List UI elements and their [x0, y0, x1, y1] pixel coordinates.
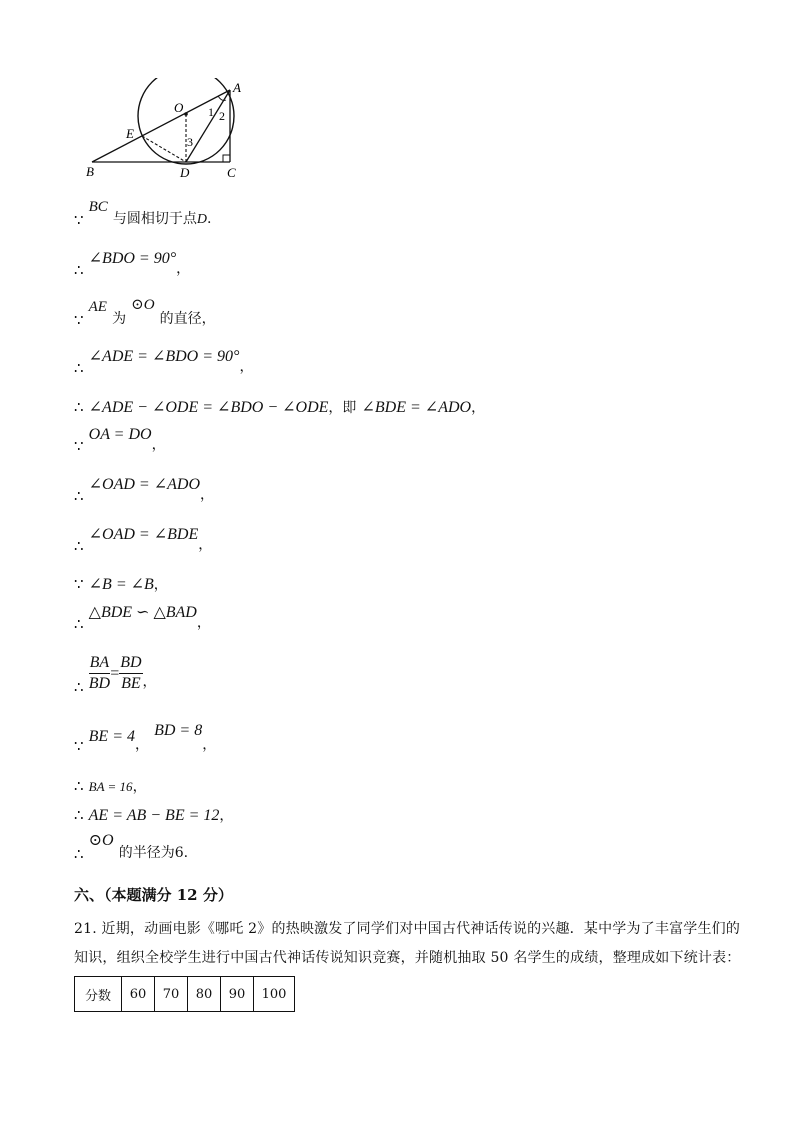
- label-d: D: [180, 165, 190, 180]
- line-ab: [92, 90, 230, 162]
- proof-step-3: [74, 297, 216, 329]
- step-1-text: 与圆相切于点: [112, 211, 197, 227]
- table-header-cell: 60: [122, 977, 155, 1012]
- proof-step-11: [74, 654, 157, 696]
- step-3-tail: 的直径，: [159, 311, 216, 327]
- equals-sign: =: [110, 665, 120, 682]
- label-o: O: [174, 100, 184, 115]
- step-7-tail: ，: [200, 487, 215, 503]
- fraction-denominator: BD: [88, 675, 111, 692]
- step-10-expr: △BDE ∽ △BAD: [88, 604, 197, 621]
- step-4-expr: ∠ADE = ∠BDO = 90°: [88, 348, 240, 365]
- step-9-expr: ∠B = ∠B: [88, 576, 154, 593]
- step-13-expr: BA = 16: [88, 779, 133, 794]
- proof-step-1: [74, 199, 212, 229]
- label-angle-2: 2: [219, 109, 225, 123]
- proof-step-13: [74, 776, 147, 796]
- therefore-symbol: ∴: [74, 806, 84, 824]
- therefore-symbol: ∴: [74, 261, 84, 279]
- because-symbol: ∵: [74, 211, 84, 229]
- fraction-denominator: BE: [121, 675, 141, 692]
- therefore-symbol: ∴: [74, 359, 84, 377]
- table-header-cell: 100: [254, 977, 295, 1012]
- point-d-text: D: [196, 212, 208, 227]
- point-o: [184, 112, 188, 116]
- step-10-tail: ，: [196, 615, 211, 631]
- step-2-tail: ，: [176, 261, 191, 277]
- geometry-figure: [80, 78, 260, 182]
- therefore-symbol: ∴: [74, 615, 84, 633]
- score-table: [74, 976, 295, 1012]
- table-header-cell: 70: [155, 977, 188, 1012]
- step-5-text: ，即: [328, 400, 357, 416]
- step-8-tail: ，: [198, 537, 213, 553]
- step-4-tail: ，: [239, 359, 254, 375]
- segment-bc: BC: [88, 199, 108, 215]
- step-14-expr: AE = AB − BE = 12: [88, 807, 220, 824]
- step-6-expr: OA = DO: [88, 426, 152, 443]
- label-b: B: [86, 164, 94, 179]
- proof-step-15: [74, 832, 189, 863]
- because-symbol: ∵: [74, 575, 84, 593]
- step-12-sep: ，: [134, 737, 149, 753]
- fraction-ba-bd: [89, 654, 111, 693]
- fraction-numerator: BD: [119, 654, 142, 674]
- step-5-expr: ∠ADE − ∠ODE = ∠BDO − ∠ODE: [88, 399, 329, 416]
- because-symbol: ∵: [74, 311, 84, 329]
- therefore-symbol: ∴: [74, 537, 84, 555]
- label-c: C: [227, 165, 236, 180]
- because-symbol: ∵: [74, 437, 84, 455]
- proof-step-9: [74, 574, 168, 594]
- proof-step-8: [74, 526, 213, 555]
- proof-step-6: [74, 426, 166, 455]
- label-angle-3: 3: [187, 135, 193, 149]
- step-3-text: 为: [112, 311, 127, 327]
- step-11-tail: ，: [142, 674, 157, 690]
- proof-step-12: [74, 722, 217, 755]
- segment-ae: AE: [88, 299, 107, 315]
- therefore-symbol: ∴: [74, 777, 84, 795]
- circle-o-symbol: ⊙O: [131, 297, 155, 313]
- table-header-cell: 分数: [75, 977, 122, 1012]
- step-13-tail: ，: [132, 779, 147, 795]
- step-5-expr2: ∠BDE = ∠ADO: [361, 399, 472, 416]
- therefore-symbol: ∴: [74, 487, 84, 505]
- label-e: E: [126, 126, 134, 141]
- table-header-cell: 90: [221, 977, 254, 1012]
- therefore-symbol: ∴: [74, 678, 84, 696]
- proof-step-4: [74, 348, 254, 377]
- step-8-expr: ∠OAD = ∠BDE: [88, 526, 199, 543]
- fraction-bd-be: [119, 654, 142, 693]
- step-5-tail: ，: [471, 400, 486, 416]
- step-1-tail: .: [207, 211, 212, 227]
- circle-o-symbol: ⊙O: [88, 832, 114, 849]
- problem-line-2: 知识，组织全校学生进行中国古代神话传说知识竞赛，并随机抽取 50 名学生的成绩，整理成如下统计表：: [74, 950, 741, 966]
- problem-line-1: 21. 近期，动画电影《哪吒 2》的热映激发了同学们对中国古代神话传说的兴趣．某中学为了丰富学生们的: [74, 921, 741, 937]
- table-row: [75, 977, 295, 1012]
- step-15-text: 的半径为6.: [118, 845, 189, 861]
- therefore-symbol: ∴: [74, 398, 84, 416]
- section-heading: 六、（本题满分 12 分）: [74, 886, 233, 904]
- step-12-expr: BE = 4: [88, 728, 135, 745]
- step-12-expr2: BD = 8: [154, 722, 203, 739]
- proof-step-7: [74, 476, 215, 505]
- step-7-expr: ∠OAD = ∠ADO: [88, 476, 201, 493]
- table-header-cell: 80: [188, 977, 221, 1012]
- label-angle-1: 1: [208, 105, 214, 119]
- label-a: A: [233, 80, 241, 95]
- therefore-symbol: ∴: [74, 845, 84, 863]
- proof-step-5: [74, 397, 485, 417]
- step-9-tail: ，: [153, 577, 168, 593]
- fraction-numerator: BA: [89, 654, 111, 674]
- proof-step-2: [74, 250, 191, 279]
- proof-step-10: [74, 604, 211, 633]
- step-6-tail: ，: [151, 437, 166, 453]
- step-2-expr: ∠BDO = 90°: [88, 250, 177, 267]
- right-angle-c: [223, 155, 230, 162]
- proof-step-14: [74, 805, 233, 825]
- step-12-tail: ，: [202, 737, 217, 753]
- because-symbol: ∵: [74, 737, 84, 755]
- step-14-tail: ，: [219, 808, 234, 824]
